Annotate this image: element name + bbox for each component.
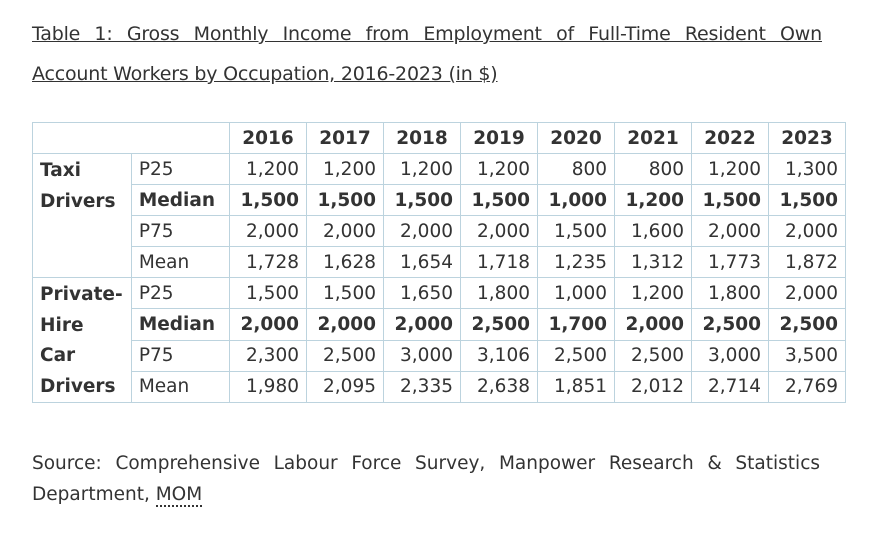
income-value-cell: 1,500 — [230, 278, 307, 309]
income-value-cell: 1,200 — [615, 185, 692, 216]
income-value-cell: 2,335 — [384, 371, 461, 402]
occupation-label-line: Drivers — [40, 375, 116, 397]
income-value-cell: 1,773 — [692, 247, 769, 278]
year-header: 2016 — [230, 123, 307, 154]
income-value-cell: 2,500 — [538, 340, 615, 371]
occupation-group-label — [33, 154, 132, 278]
table-row — [33, 371, 846, 402]
table-row — [33, 247, 846, 278]
income-value-cell: 1,500 — [461, 185, 538, 216]
year-header: 2022 — [692, 123, 769, 154]
statistic-label: P75 — [131, 216, 229, 247]
income-value-cell: 2,000 — [230, 309, 307, 340]
income-value-cell: 2,000 — [384, 216, 461, 247]
income-value-cell: 2,500 — [461, 309, 538, 340]
occupation-label-line: Hire — [40, 314, 84, 336]
income-value-cell: 1,000 — [538, 278, 615, 309]
statistic-label: Mean — [131, 371, 229, 402]
income-value-cell: 1,500 — [769, 185, 846, 216]
income-value-cell: 1,500 — [307, 185, 384, 216]
source-abbreviation: MOM — [155, 484, 203, 505]
income-value-cell: 1,200 — [384, 154, 461, 185]
income-value-cell: 1,718 — [461, 247, 538, 278]
income-value-cell: 1,200 — [461, 154, 538, 185]
income-value-cell: 2,638 — [461, 371, 538, 402]
income-value-cell: 2,000 — [692, 216, 769, 247]
table-title — [32, 14, 822, 94]
income-value-cell: 2,000 — [384, 309, 461, 340]
income-value-cell: 1,500 — [692, 185, 769, 216]
income-value-cell: 1,728 — [230, 247, 307, 278]
table-row — [33, 216, 846, 247]
table-title-line-2: Account Workers by Occupation, 2016-2023 (in $) — [32, 63, 498, 85]
income-value-cell: 2,000 — [615, 309, 692, 340]
statistic-label: P25 — [131, 278, 229, 309]
income-value-cell: 2,300 — [230, 340, 307, 371]
income-value-cell: 1,600 — [615, 216, 692, 247]
income-value-cell: 2,500 — [692, 309, 769, 340]
statistic-label: Median — [131, 309, 229, 340]
income-value-cell: 800 — [615, 154, 692, 185]
income-value-cell: 3,106 — [461, 340, 538, 371]
statistic-label: P75 — [131, 340, 229, 371]
income-value-cell: 1,200 — [230, 154, 307, 185]
income-value-cell: 2,000 — [769, 278, 846, 309]
source-text: Source: Comprehensive Labour Force Survey, Manpower Research & Statistics Department, — [32, 453, 820, 505]
year-header: 2019 — [461, 123, 538, 154]
header-row — [33, 123, 846, 154]
year-header: 2021 — [615, 123, 692, 154]
year-header: 2023 — [769, 123, 846, 154]
income-value-cell: 1,200 — [307, 154, 384, 185]
income-value-cell: 1,650 — [384, 278, 461, 309]
source-note — [32, 448, 820, 510]
income-value-cell: 2,500 — [615, 340, 692, 371]
income-value-cell: 2,769 — [769, 371, 846, 402]
income-value-cell: 2,500 — [769, 309, 846, 340]
income-value-cell: 2,000 — [769, 216, 846, 247]
occupation-label-line: Car — [40, 345, 76, 366]
income-value-cell: 1,500 — [307, 278, 384, 309]
statistic-label: Mean — [131, 247, 229, 278]
income-value-cell: 1,980 — [230, 371, 307, 402]
income-value-cell: 3,000 — [692, 340, 769, 371]
occupation-label-line: Drivers — [40, 190, 116, 212]
income-value-cell: 2,012 — [615, 371, 692, 402]
income-value-cell: 1,312 — [615, 247, 692, 278]
income-value-cell: 1,800 — [461, 278, 538, 309]
table-title-line-1: Table 1: Gross Monthly Income from Employment of Full-Time Resident Own — [32, 23, 822, 45]
year-header: 2020 — [538, 123, 615, 154]
income-value-cell: 2,500 — [307, 340, 384, 371]
header-corner — [33, 123, 230, 154]
table-row — [33, 278, 846, 309]
income-table — [32, 122, 846, 403]
income-value-cell: 1,200 — [615, 278, 692, 309]
income-value-cell: 1,800 — [692, 278, 769, 309]
income-value-cell: 3,500 — [769, 340, 846, 371]
occupation-label-line: Taxi — [40, 160, 81, 181]
income-value-cell: 1,500 — [230, 185, 307, 216]
income-value-cell: 2,095 — [307, 371, 384, 402]
statistic-label: P25 — [131, 154, 229, 185]
year-header: 2017 — [307, 123, 384, 154]
income-value-cell: 1,628 — [307, 247, 384, 278]
income-value-cell: 2,000 — [230, 216, 307, 247]
income-value-cell: 2,000 — [307, 216, 384, 247]
statistic-label: Median — [131, 185, 229, 216]
income-value-cell: 1,200 — [692, 154, 769, 185]
income-value-cell: 3,000 — [384, 340, 461, 371]
income-value-cell: 2,000 — [461, 216, 538, 247]
table-row — [33, 309, 846, 340]
table-row — [33, 154, 846, 185]
year-header: 2018 — [384, 123, 461, 154]
income-value-cell: 1,872 — [769, 247, 846, 278]
table-body — [33, 154, 846, 403]
table-row — [33, 185, 846, 216]
income-value-cell: 1,500 — [384, 185, 461, 216]
income-value-cell: 2,714 — [692, 371, 769, 402]
occupation-group-label — [33, 278, 132, 403]
income-value-cell: 1,500 — [538, 216, 615, 247]
occupation-label-line: Private- — [40, 284, 123, 305]
income-value-cell: 1,654 — [384, 247, 461, 278]
income-value-cell: 1,235 — [538, 247, 615, 278]
income-value-cell: 800 — [538, 154, 615, 185]
income-value-cell: 1,300 — [769, 154, 846, 185]
income-value-cell: 1,000 — [538, 185, 615, 216]
income-value-cell: 1,700 — [538, 309, 615, 340]
income-value-cell: 2,000 — [307, 309, 384, 340]
table-row — [33, 340, 846, 371]
income-value-cell: 1,851 — [538, 371, 615, 402]
